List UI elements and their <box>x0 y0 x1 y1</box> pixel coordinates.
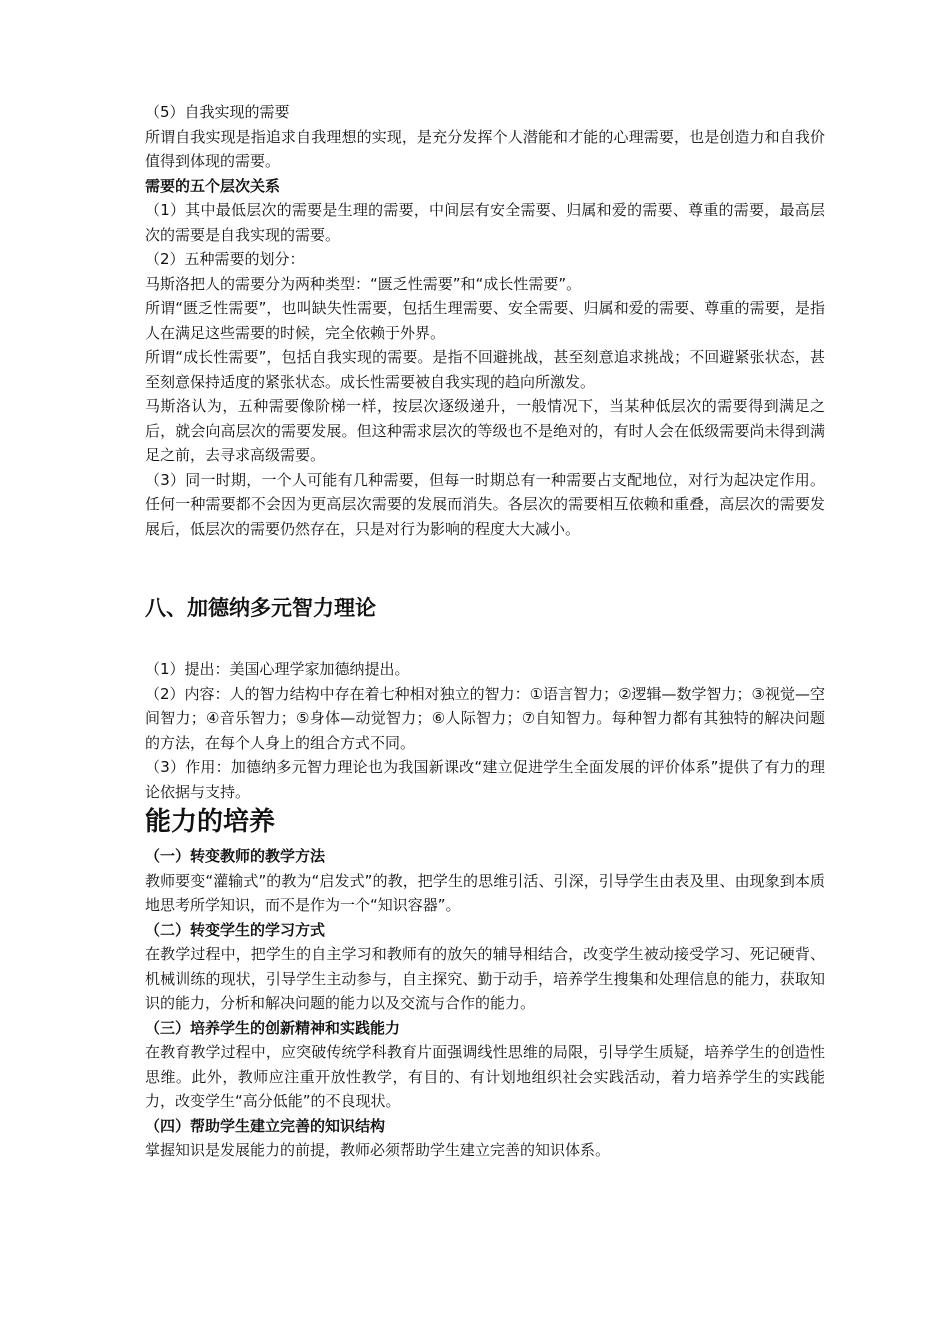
ability-s4-body: 掌握知识是发展能力的前提，教师必须帮助学生建立完善的知识体系。 <box>145 1141 611 1159</box>
gardner-p2: （2）内容：人的智力结构中存在着七种相对独立的智力：①语言智力；②逻辑—数学智力；③视觉—空间智力；④音乐智力；⑤身体—动觉智力；⑥人际智力；⑦自知智力。每种智力都有其独特的解决问题的方法，在每个人身上的组合方式不同。 <box>145 684 825 752</box>
ability-s3-body: 在教育教学过程中，应突破传统学科教育片面强调线性思维的局限，引导学生质疑，培养学生的创造性思维。此外，教师应注重开放性教学，有目的、有计划地组织社会实践活动，着力培养学生的实践能力，改变学生“高分低能”的不良现状。 <box>145 1043 825 1110</box>
gardner-heading: 八、加德纳多元智力理论 <box>145 596 376 620</box>
spacer <box>145 623 825 657</box>
relation-2-title: （2）五种需要的划分： <box>145 250 305 268</box>
relation-2-b: 所谓“匮乏性需要”，也叫缺失性需要，包括生理需要、安全需要、归属和爱的需要、尊重的需要，是指人在满足这些需要的时候，完全依赖于外界。 <box>145 299 825 342</box>
ability-heading: 能力的培养 <box>145 807 276 837</box>
item5-body: 所谓自我实现是指追求自我理想的实现，是充分发挥个人潜能和才能的心理需要，也是创造力和自我价值得到体现的需要。 <box>145 127 825 170</box>
ability-s4-title: （四）帮助学生建立完善的知识结构 <box>145 1116 386 1135</box>
relation-title: 需要的五个层次关系 <box>145 176 281 195</box>
gardner-p1: （1）提出：美国心理学家加德纳提出。 <box>145 660 410 678</box>
relation-2-d: 马斯洛认为，五种需要像阶梯一样，按层次逐级递升，一般情况下，当某种低层次的需要得到满足之后，就会向高层次的需要发展。但这种需求层次的等级也不是绝对的，有时人会在低级需要尚未得到满足之前，去寻求高级需要。 <box>145 397 825 464</box>
relation-2-c: 所谓“成长性需要”，包括自我实现的需要。是指不回避挑战，甚至刻意追求挑战；不回避紧张状态，甚至刻意保持适度的紧张状态。成长性需要被自我实现的趋向所激发。 <box>145 348 825 391</box>
relation-1: （1）其中最低层次的需要是生理的需要，中间层有安全需要、归属和爱的需要、尊重的需要，最高层次的需要是自我实现的需要。 <box>145 201 825 244</box>
document-page <box>145 100 825 1163</box>
ability-s1-title: （一）转变教师的教学方法 <box>145 847 326 865</box>
relation-2-a: 马斯洛把人的需要分为两种类型：“匮乏性需要”和“成长性需要”。 <box>145 274 582 293</box>
gardner-p3: （3）作用：加德纳多元智力理论也为我国新课改“建立促进学生全面发展的评价体系”提供了有力的理论依据与支持。 <box>145 758 825 801</box>
ability-s1-body: 教师要变“灌输式”的教为“启发式”的教，把学生的思维引活、引深，引导学生由表及里、由现象到本质地思考所学知识，而不是作为一个“知识容器”。 <box>145 871 825 914</box>
relation-3: （3）同一时期，一个人可能有几种需要，但每一时期总有一种需要占支配地位，对行为起决定作用。任何一种需要都不会因为更高层次需要的发展而消失。各层次的需要相互依赖和重叠，高层次的需要发展后，低层次的需要仍然存在，只是对行为影响的程度大大减小。 <box>145 470 825 538</box>
ability-s2-body: 在教学过程中，把学生的自主学习和教师有的放矢的辅导相结合，改变学生被动接受学习、死记硬背、机械训练的现状，引导学生主动参与，自主探究、勤于动手，培养学生搜集和处理信息的能力，获取知识的能力，分析和解决问题的能力以及交流与合作的能力。 <box>145 945 825 1012</box>
spacer <box>145 541 825 593</box>
item5-title: （5）自我实现的需要 <box>145 103 290 121</box>
ability-s3-title: （三）培养学生的创新精神和实践能力 <box>145 1018 401 1037</box>
ability-s2-title: （二）转变学生的学习方式 <box>145 920 326 939</box>
